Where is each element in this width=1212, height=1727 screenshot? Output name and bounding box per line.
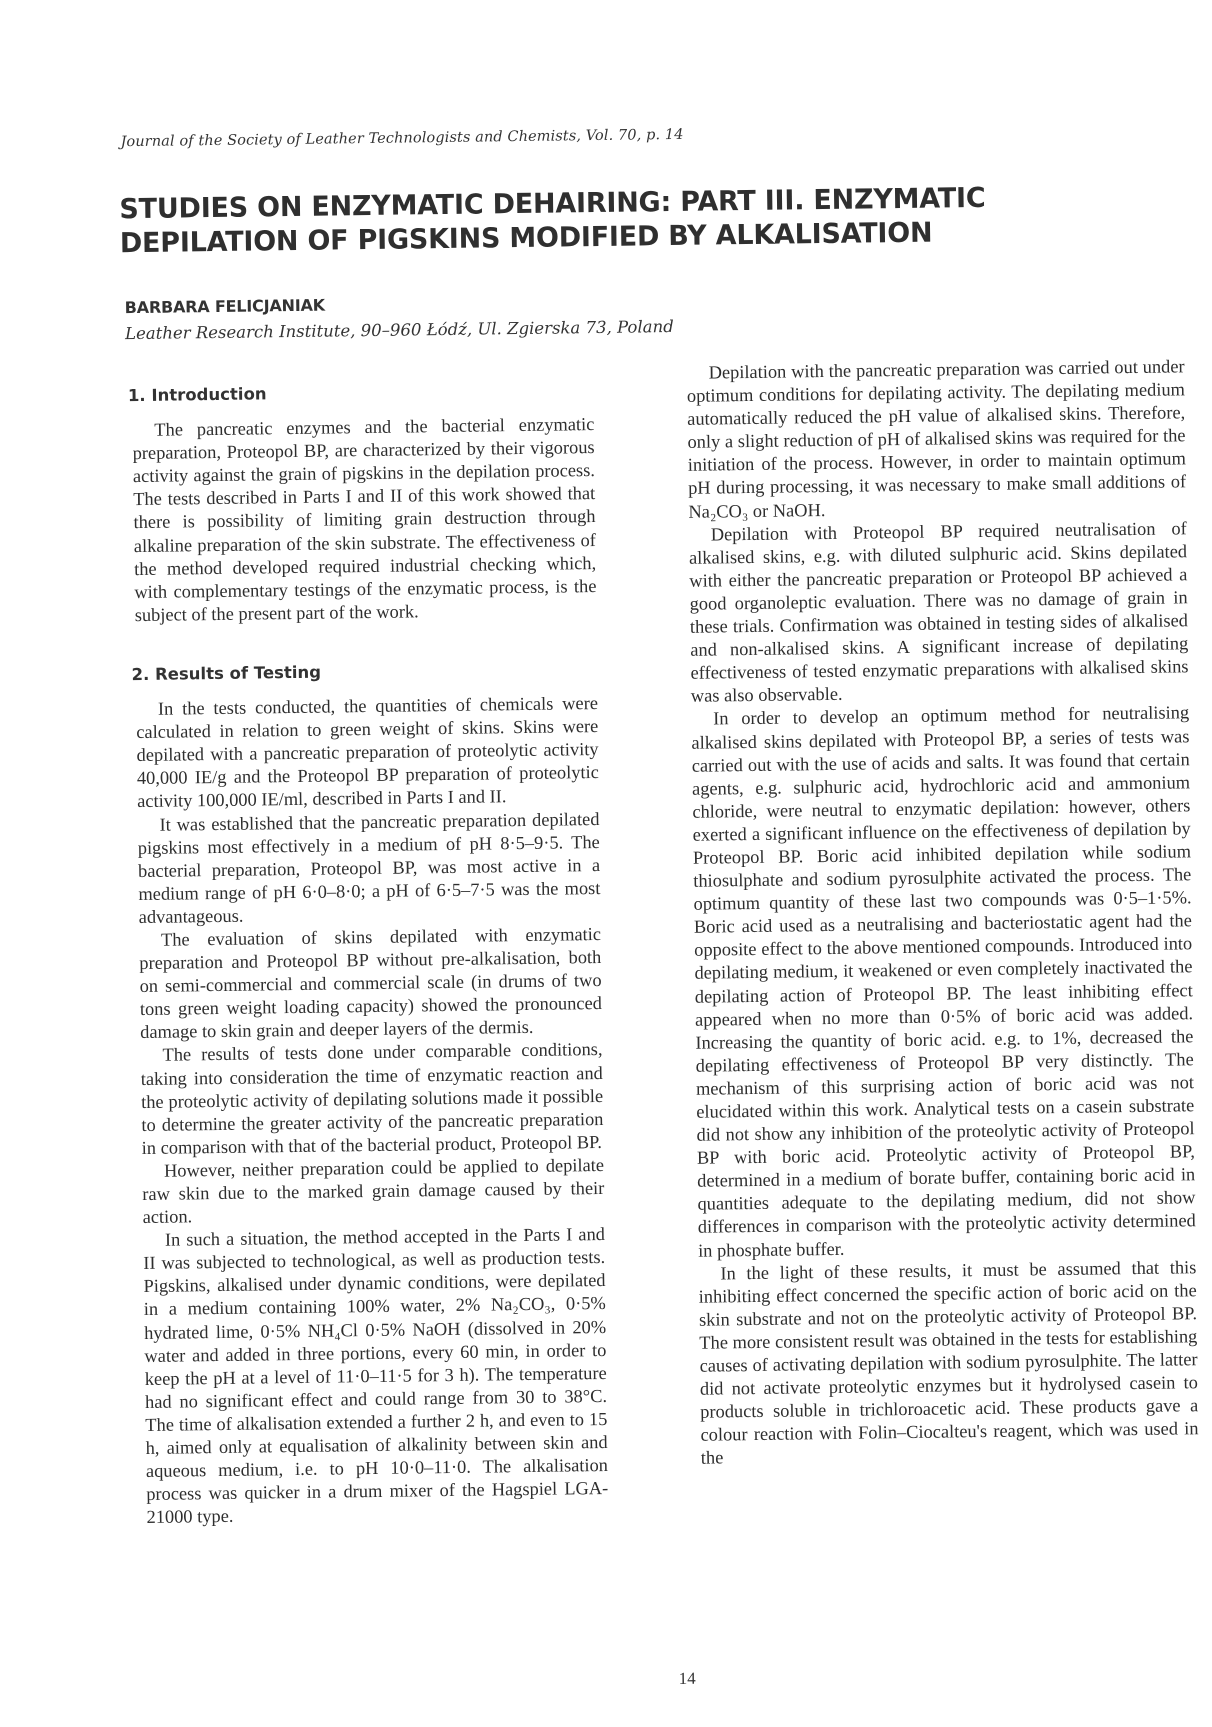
right-column [686, 355, 1198, 1470]
section-gap [135, 621, 597, 663]
paragraph: The results of tests done under comparable conditions, taking into consideration the time of enzymatic reaction and the proteolytic activity of depilating solutions made it possible to determine the greater activity of the pancreatic preparation in comparison with that of the bacterial product, Proteopol BP. [140, 1039, 604, 1158]
article-title [119, 179, 1100, 260]
section-heading: 1. Introduction [127, 384, 267, 406]
paragraph: However, neither preparation could be applied to depilate raw skin due to the marked grain damage caused by their action. [142, 1154, 605, 1228]
title-line: STUDIES ON ENZYMATIC DEHAIRING: PART III. ENZYMATIC [119, 181, 986, 226]
section-heading: 2. Results of Testing [131, 662, 322, 685]
paragraph: It was established that the pancreatic preparation depilated pigskins most effectively in a medium of pH 8·5–9·5. The bacterial preparation, Proteopol BP, was most active in a medium range of pH 6·0–8·0; a pH of 6·5–7·5 was the most advantageous. [137, 808, 601, 927]
paragraph: In such a situation, the method accepted in the Parts I and II was subjected to technological, as well as production tests. Pigskins, alkalised under dynamic conditions, were depilated in a medium containing 100% water, 2% Na₂CO₃, 0·5% hydrated lime, 0·5% NH₄Cl 0·5% NaOH (dissolved in 20% water and added in three portions, every 60 min, in order to keep the pH at a level of 11·0–11·5 for 3 h). The temperature had no significant effect and could range from 30 to 38°C. The time of alkalisation extended a further 2 h, and even to 15 h, aimed only at equalisation of alkalinity between skin and aqueous medium, i.e. to pH 10·0–11·0. The alkalisation process was quicker in a drum mixer of the Hagspiel LGA-21000 type. [143, 1224, 609, 1528]
title-line: DEPILATION OF PIGSKINS MODIFIED BY ALKALISATION [119, 216, 933, 260]
running-head: Journal of the Society of Leather Technologists and Chemists, Vol. 70, p. 14 [120, 126, 684, 151]
author-name: BARBARA FELICJANIAK [124, 295, 326, 318]
paragraph: Depilation with Proteopol BP required neutralisation of alkalised skins, e.g. with diluted sulphuric acid. Skins depilated with either the pancreatic preparation or Proteopol BP achieved a good organoleptic evaluation. There was no damage of grain in these trials. Confirmation was obtained in testing sides of alkalised and non-alkalised skins. A significant increase of depilating effectiveness of tested enzymatic preparations with alkalised skins was also observable. [688, 517, 1189, 707]
paragraph: In the light of these results, it must be assumed that this inhibiting effect concerned the specific action of boric acid on the skin substrate and not on the proteolytic activity of Proteopol BP. The more consistent result was obtained in the tests for establishing causes of activating depilation with sodium pyrosulphite. The latter did not activate proteolytic enzymes but it hydrolysed casein to products soluble in trichloroacetic acid. These products gave a colour reaction with Folin–Ciocalteu's reagent, which was used in the [698, 1256, 1199, 1469]
page-number: 14 [678, 1668, 696, 1689]
left-column [127, 378, 609, 1529]
paragraph: The pancreatic enzymes and the bacterial enzymatic preparation, Proteopol BP, are characterized by their vigorous activity against the grain of pigskins in the depilation process. The tests described in Parts I and II of this work showed that there is possibility of limiting grain destruction through alkaline preparation of the skin substrate. The effectiveness of the method developed required industrial checking which, with complementary testings of the enzymatic process, is the subject of the present part of the work. [132, 414, 597, 625]
author-affiliation: Leather Research Institute, 90–960 Łódź, Ul. Zgierska 73, Poland [124, 316, 674, 344]
paragraph: In the tests conducted, the quantities of chemicals were calculated in relation to green weight of skins. Skins were depilated with a pancreatic preparation of proteolytic activity 40,000 IE/g and the Proteopol BP preparation of proteolytic activity 100,000 IE/ml, described in Parts I and II. [136, 693, 599, 812]
paragraph: Depilation with the pancreatic preparation was carried out under optimum conditions for depilating activity. The depilating medium automatically reduced the pH value of alkalised skins. Therefore, only a slight reduction of pH of alkalised skins was required for the initiation of the process. However, in order to maintain optimum pH during processing, it was necessary to make small additions of Na₂CO₃ or NaOH. [686, 356, 1187, 522]
paragraph: The evaluation of skins depilated with enzymatic preparation and Proteopol BP without pre-alkalisation, both on semi-commercial and commercial scale (in drums of two tons green weight loading capacity) showed the pronounced damage to skin grain and deeper layers of the dermis. [139, 923, 603, 1043]
paragraph: In order to develop an optimum method for neutralising alkalised skins depilated with Proteopol BP, a series of tests was carried out with the use of acids and salts. It was found that certain agents, e.g. sulphuric acid, hydrochloric acid and ammonium chloride, were neutral to enzymatic depilation: however, others exerted a significant influence on the effectiveness of depilation by Proteopol BP. Boric acid inhibited depilation while sodium thiosulphate and sodium pyrosulphite activated the process. The optimum quantity of these last two compounds was 0·5–1·5%. Boric acid used as a neutralising and bacteriostatic agent had the opposite effect to the above mentioned compounds. Introduced into depilating medium, it weakened or even completely inactivated the depilating action of Proteopol BP. The least inhibiting effect appeared when no more than 0·5% of boric acid was added. Increasing the quantity of boric acid. e.g. to 1%, decreased the depilating effectiveness of Proteopol BP very distinctly. The mechanism of this surprising action of boric acid was not elucidated within this work. Analytical tests on a casein substrate did not show any inhibition of the proteolytic activity of Proteopol BP with boric acid. Proteolytic activity of Proteopol BP, determined in a medium of borate buffer, containing boric acid in quantities adequate to the depilating medium, did not show differences in comparison with the proteolytic activity determined in phosphate buffer. [691, 702, 1196, 1261]
